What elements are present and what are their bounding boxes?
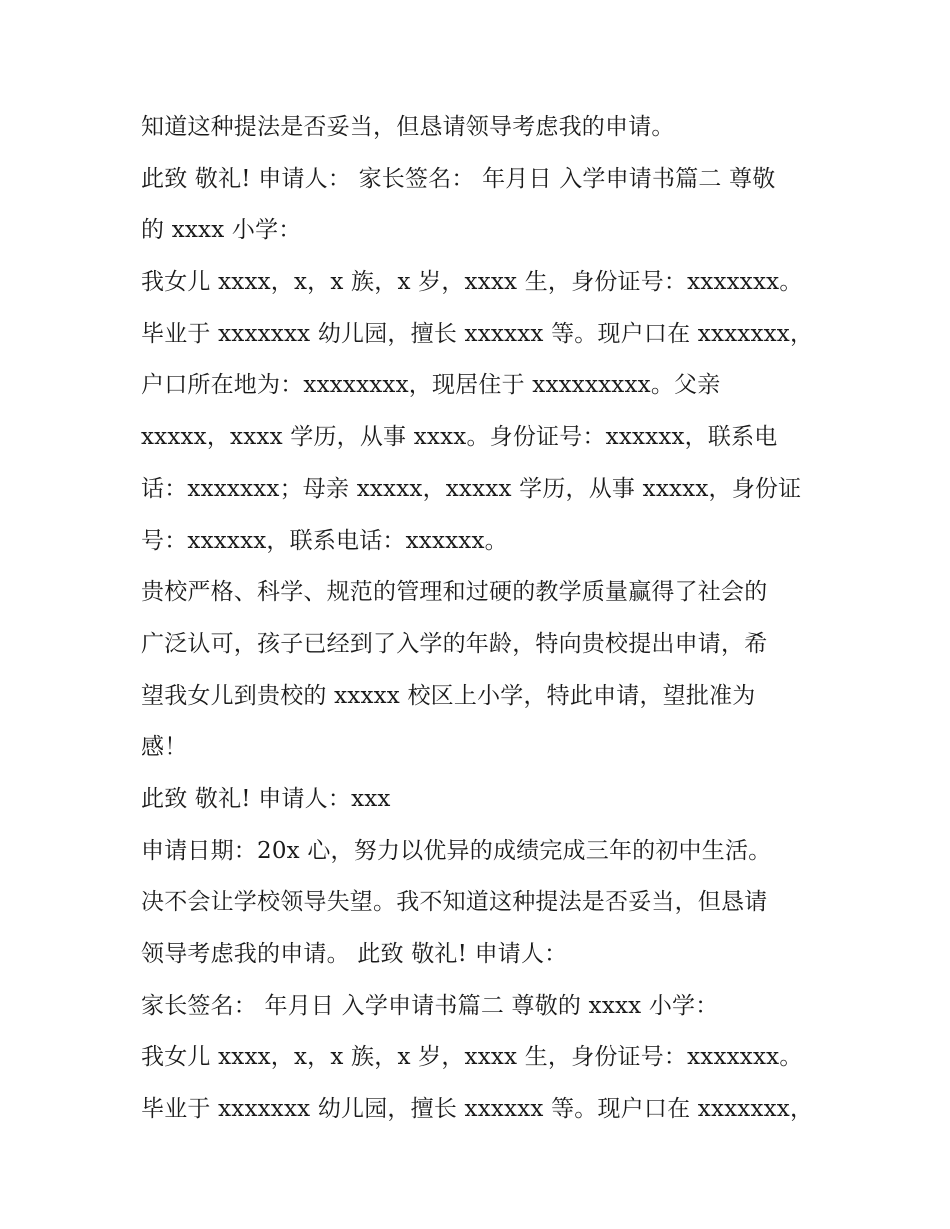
text-line: 号：xxxxxx，联系电话：xxxxxx。 bbox=[141, 527, 508, 554]
text-line: 的 xxxx 小学： bbox=[141, 217, 302, 244]
text-line: 毕业于 xxxxxxx 幼儿园，擅长 xxxxxx 等。现户口在 xxxxxxx， bbox=[141, 320, 814, 347]
document-body bbox=[141, 102, 821, 1136]
text-line: 申请日期：20x 心，努力以优异的成绩完成三年的初中生活。 bbox=[141, 837, 772, 864]
text-line: 领导考虑我的申请。 此致 敬礼! 申请人： bbox=[141, 941, 568, 967]
text-line: 贵校严格、科学、规范的管理和过硬的教学质量赢得了社会的 bbox=[141, 579, 768, 606]
text-line: 决不会让学校领导失望。我不知道这种提法是否妥当，但恳请 bbox=[141, 889, 768, 916]
text-line: 话：xxxxxxx；母亲 xxxxx，xxxxx 学历，从事 xxxxx，身份证 bbox=[141, 475, 802, 502]
text-line: 此致 敬礼! 申请人： 家长签名： 年月日 入学申请书篇二 尊敬 bbox=[141, 165, 776, 192]
text-line: xxxxx，xxxx 学历，从事 xxxx。身份证号：xxxxxx，联系电 bbox=[141, 424, 778, 451]
text-line: 毕业于 xxxxxxx 幼儿园，擅长 xxxxxx 等。现户口在 xxxxxxx， bbox=[141, 1096, 814, 1123]
text-line: 户口所在地为：xxxxxxxx，现居住于 xxxxxxxxx。父亲 bbox=[141, 372, 721, 399]
text-line: 我女儿 xxxx，x，x 族，x 岁，xxxx 生，身份证号：xxxxxxx。 bbox=[141, 269, 803, 296]
text-line: 感！ bbox=[141, 734, 188, 761]
text-line: 广泛认可，孩子已经到了入学的年龄，特向贵校提出申请，希 bbox=[141, 630, 768, 657]
text-line: 此致 敬礼! 申请人：xxx bbox=[141, 785, 391, 812]
text-line: 我女儿 xxxx，x，x 族，x 岁，xxxx 生，身份证号：xxxxxxx。 bbox=[141, 1044, 803, 1071]
text-line: 望我女儿到贵校的 xxxxx 校区上小学，特此申请，望批准为 bbox=[141, 682, 756, 709]
text-line: 知道这种提法是否妥当，但恳请领导考虑我的申请。 bbox=[141, 114, 675, 140]
text-line: 家长签名： 年月日 入学申请书篇二 尊敬的 xxxx 小学： bbox=[141, 992, 719, 1019]
